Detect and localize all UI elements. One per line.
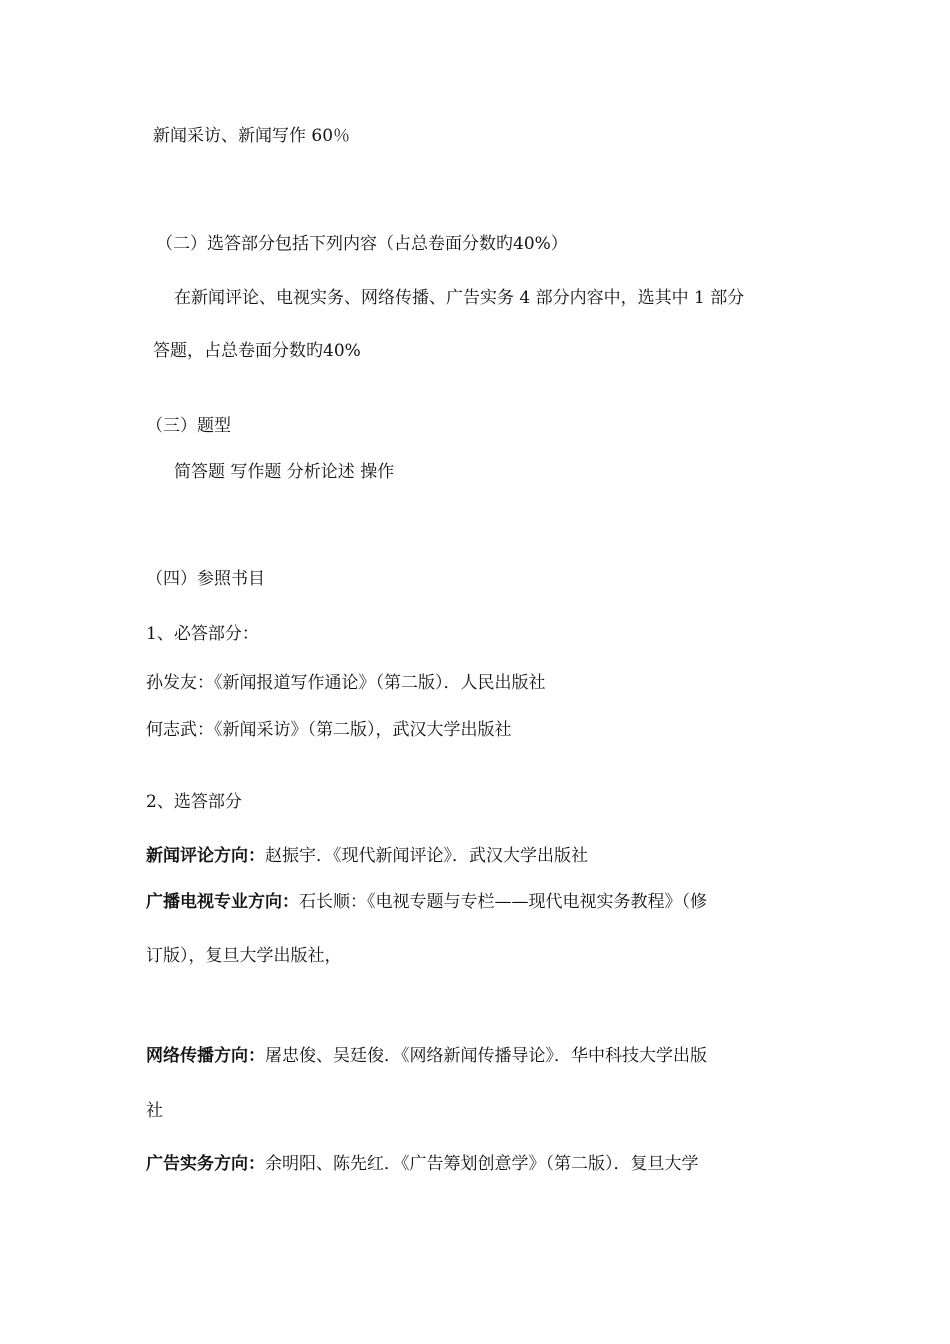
reference-item: 孙发友：《新闻报道写作通论》（第二版）．人民出版社 [146,673,546,693]
reference-item [146,1156,699,1173]
reference-text: 石长顺：《电视专题与专栏——现代电视实务教程》（修 [299,892,707,912]
required-part-heading: 1、必答部分： [146,624,259,644]
section-4-heading: （四）参照书目 [146,569,265,589]
reference-item-cont: 社 [146,1101,163,1121]
reference-item [146,848,588,865]
direction-label: 广播电视专业方向： [146,892,299,912]
question-types: 简答题 写作题 分析论述 操作 [174,462,395,482]
direction-label: 网络传播方向： [146,1046,265,1066]
reference-item [146,1048,707,1065]
section-2-paragraph: 在新闻评论、电视实务、网络传播、广告实务 4 部分内容中，选其中 1 部分 [174,288,745,308]
section-3-heading: （三）题型 [146,416,231,436]
reference-text: 余明阳、陈先红．《广告筹划创意学》（第二版）．复旦大学 [265,1154,699,1174]
reference-text: 赵振宇．《现代新闻评论》．武汉大学出版社 [265,846,588,866]
section-2-heading: （二）选答部分包括下列内容（占总卷面分数旳40%） [156,234,568,254]
direction-label: 广告实务方向： [146,1154,265,1174]
direction-label: 新闻评论方向： [146,846,265,866]
reference-item-cont: 订版），复旦大学出版社， [146,946,342,966]
reference-text: 屠忠俊、吴廷俊．《网络新闻传播导论》．华中科技大学出版 [265,1046,707,1066]
reference-item: 何志武：《新闻采访》（第二版），武汉大学出版社 [146,720,512,740]
exam-content-line: 新闻采访、新闻写作 60％ [153,126,351,146]
reference-item [146,894,707,911]
optional-part-heading: 2、选答部分 [146,792,242,812]
section-2-paragraph-cont: 答题，占总卷面分数旳40% [153,341,361,361]
